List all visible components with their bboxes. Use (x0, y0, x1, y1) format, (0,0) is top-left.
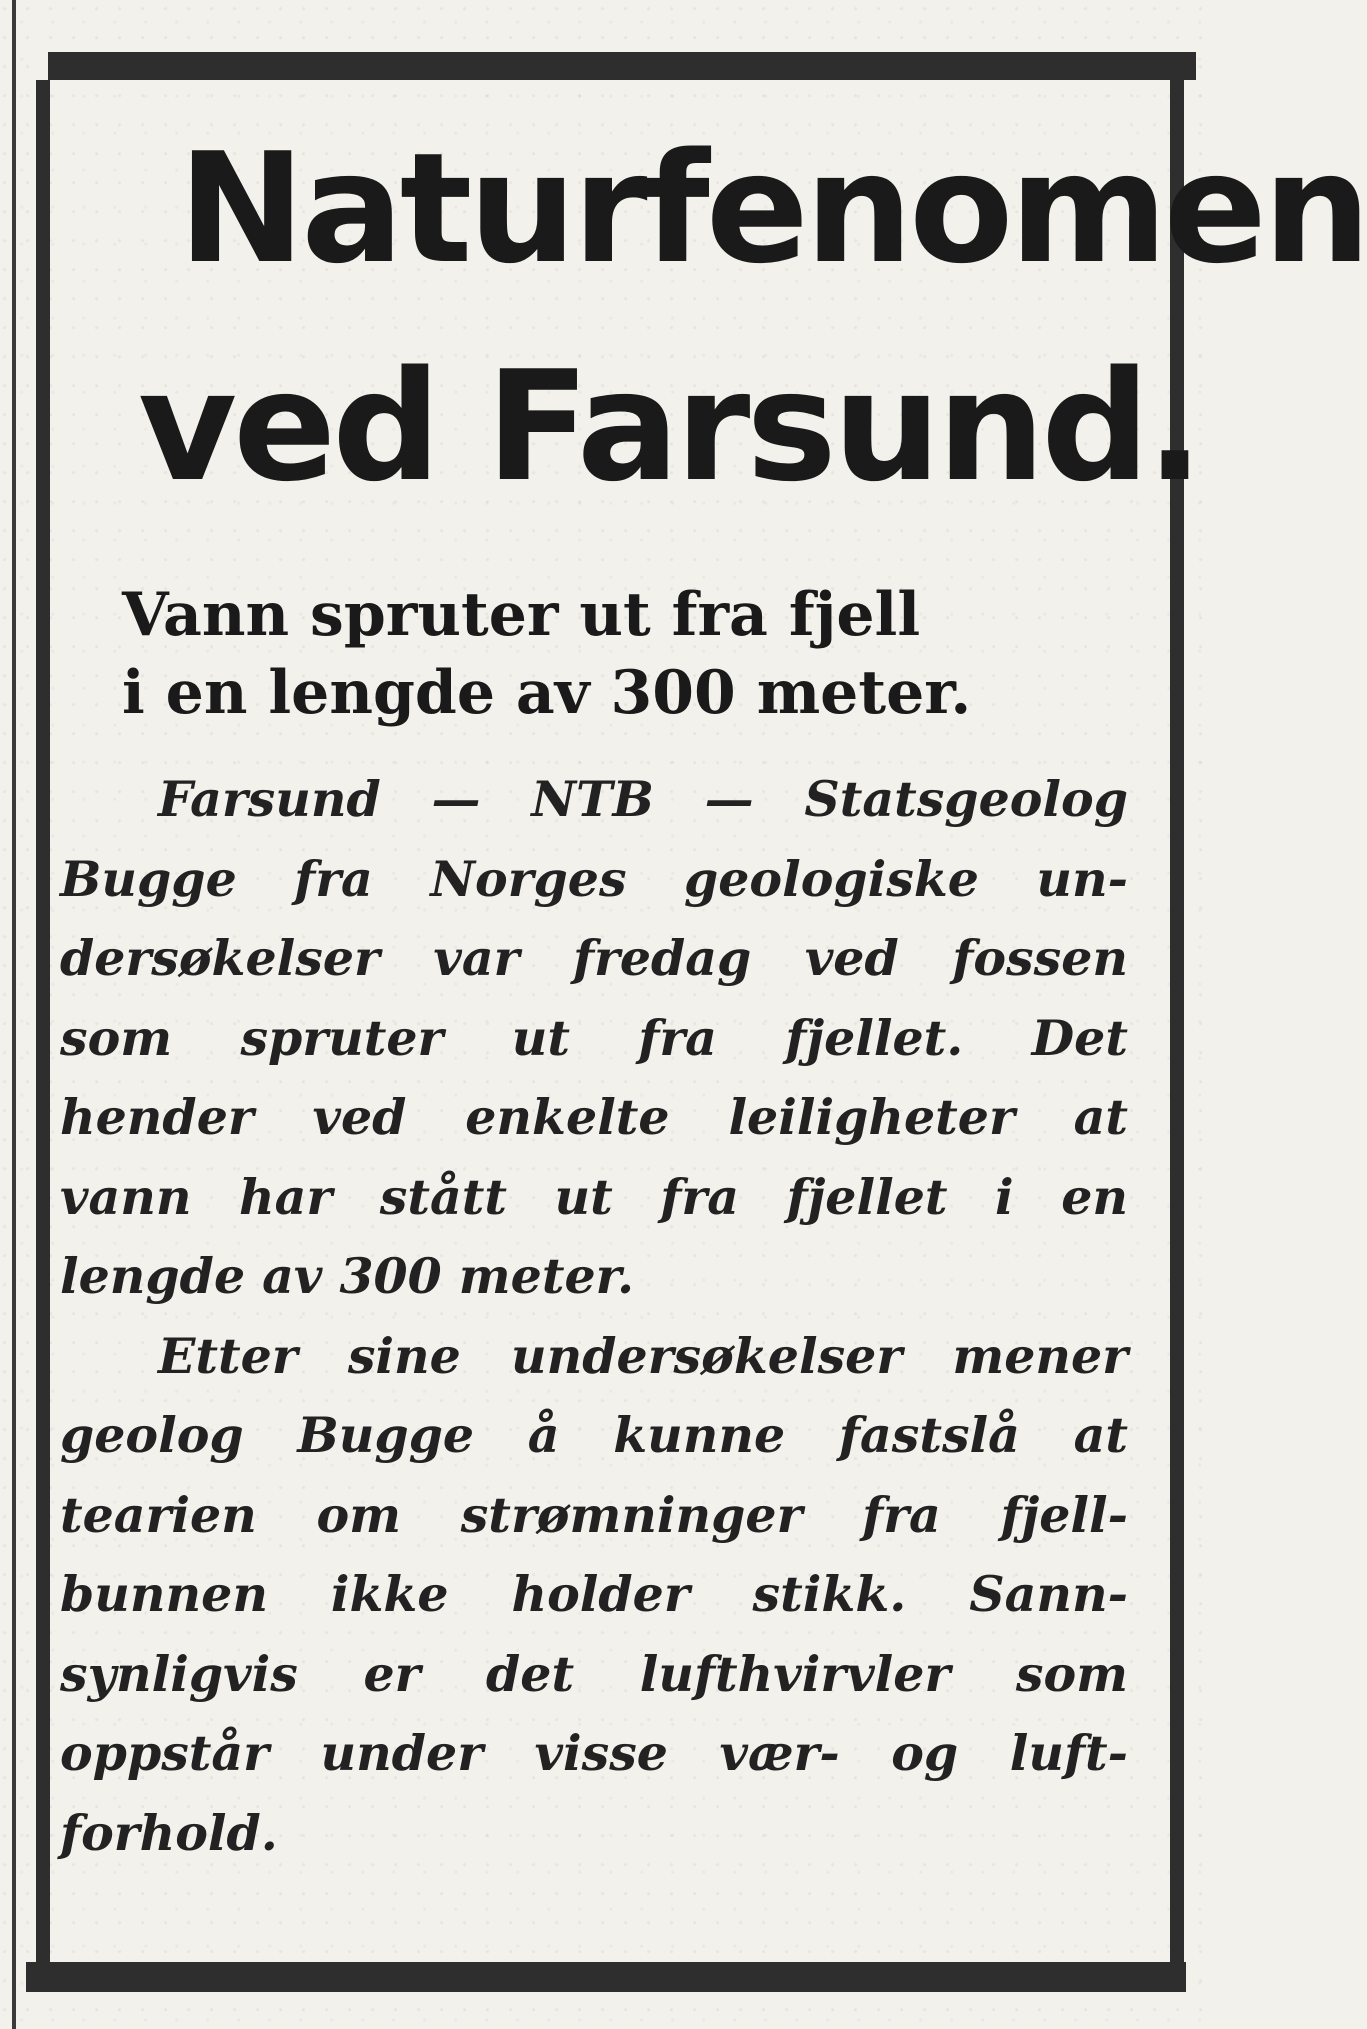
article (60, 100, 1367, 1873)
text-line: synligvis er det lufthvirvler som (60, 1644, 1128, 1703)
subheadline (60, 576, 1120, 732)
paragraph-1 (60, 760, 1128, 1317)
frame-top-border (48, 52, 1196, 80)
article-body (60, 760, 1128, 1873)
text-line: oppstår under visse vær- og luft- (60, 1724, 1128, 1782)
text-line: lengde av 300 meter. (60, 1247, 635, 1305)
frame-left-border (36, 80, 50, 1962)
subheadline-line-2: i en lengde av 300 meter. (122, 658, 972, 728)
paragraph-2 (60, 1317, 1128, 1874)
column-rule (12, 0, 16, 2029)
text-line: som spruter ut fra fjellet. Det (60, 1008, 1128, 1067)
headline-line-1: Naturfenomen (178, 120, 1367, 297)
text-line: Bugge fra Norges geologiske un- (60, 849, 1128, 908)
text-line: geolog Bugge å kunne fastslå at (60, 1406, 1128, 1464)
subheadline-line-1: Vann spruter ut fra fjell (122, 580, 921, 650)
text-line: vann har stått ut fra fjellet i en (60, 1167, 1128, 1226)
frame-bottom-border (26, 1962, 1186, 1992)
headline-line-2: ved Farsund. (138, 338, 1200, 515)
text-line: dersøkelser var fredag ved fossen (60, 929, 1128, 987)
text-line: Farsund — NTB — Statsgeolog (158, 770, 1128, 828)
text-line: Etter sine undersøkelser mener (158, 1326, 1128, 1385)
text-line: hender ved enkelte leiligheter at (60, 1088, 1128, 1146)
headline (60, 100, 1367, 536)
text-line: bunnen ikke holder stikk. Sann- (60, 1565, 1128, 1623)
text-line: tearien om strømninger fra fjell- (60, 1485, 1128, 1544)
text-line: forhold. (60, 1803, 278, 1862)
